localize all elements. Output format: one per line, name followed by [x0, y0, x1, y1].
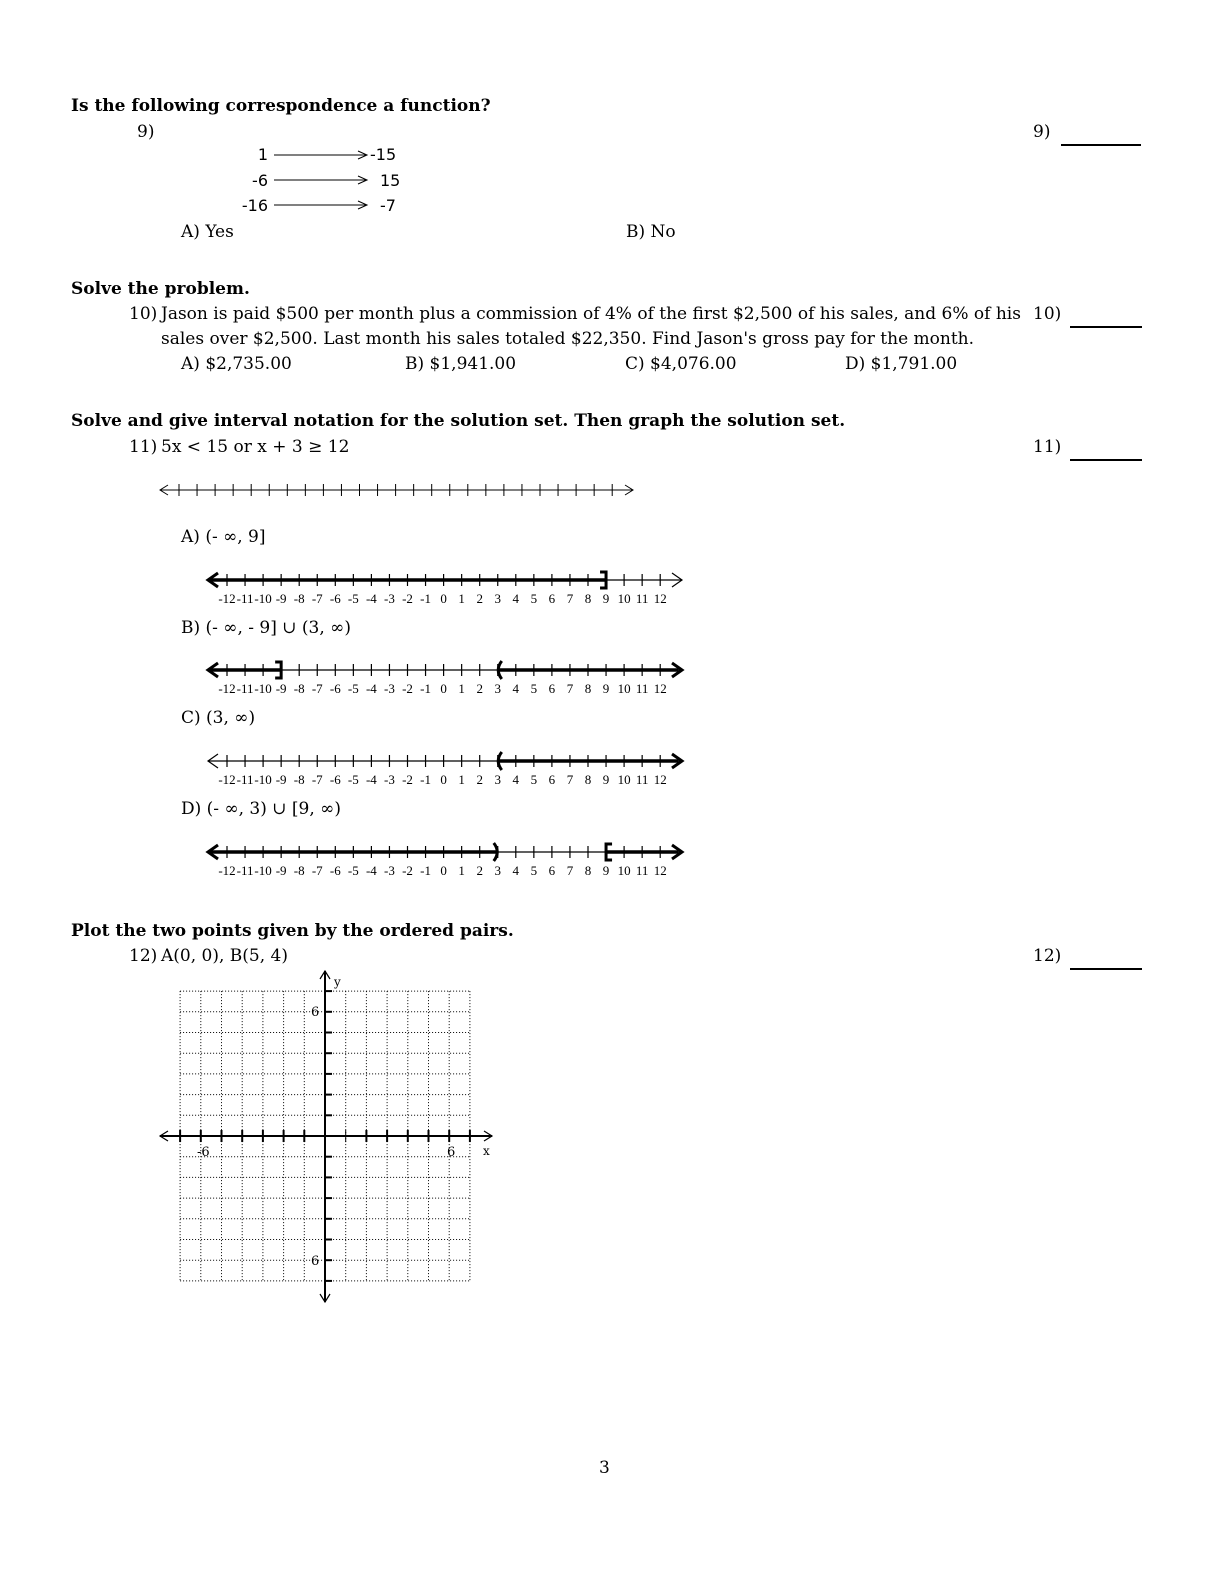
tick-label: -10: [254, 863, 272, 878]
section-heading-q11: Solve and give interval notation for the solution set. Then graph the solution set.: [71, 411, 846, 431]
page-number: 3: [599, 1458, 610, 1478]
tick-label: -9: [275, 591, 287, 606]
tick-label: -2: [402, 591, 413, 606]
choice-11d[interactable]: D) (- ∞, 3) ∪ [9, ∞): [181, 799, 341, 819]
tick-label: -5: [347, 772, 359, 787]
answer-blank-11[interactable]: [1070, 459, 1142, 461]
tick-label: -12: [218, 591, 236, 606]
tick-label: 0: [440, 591, 447, 606]
section-heading-q9: Is the following correspondence a function?: [71, 96, 491, 116]
tick-label: 9: [602, 863, 610, 878]
mapping-from-1: 1: [257, 145, 268, 164]
tick-label: -11: [236, 681, 254, 696]
tick-label: 10: [617, 591, 631, 606]
tick-label: -3: [384, 681, 395, 696]
tick-label: 1: [458, 863, 465, 878]
tick-label: -8: [293, 591, 305, 606]
choice-11a[interactable]: A) (- ∞, 9]: [181, 527, 266, 547]
tick-label: -5: [347, 591, 359, 606]
tick-label: 6: [548, 863, 556, 878]
y-tick-label-neg6: 6: [311, 1254, 320, 1269]
tick-label: 12: [653, 772, 667, 787]
answer-blank-12[interactable]: [1070, 968, 1142, 970]
tick-label: 11: [635, 772, 649, 787]
tick-label: -10: [254, 591, 272, 606]
x-axis-label: x: [483, 1144, 490, 1158]
tick-label: -6: [329, 772, 341, 787]
tick-label: -6: [329, 863, 341, 878]
tick-label: 8: [584, 863, 592, 878]
tick-label: -4: [365, 772, 377, 787]
tick-label: 0: [440, 681, 447, 696]
tick-label: -3: [384, 772, 395, 787]
tick-label: 3: [494, 681, 501, 696]
tick-label: -6: [329, 591, 341, 606]
mapping-to-2: 15: [380, 171, 401, 190]
answer-label-10: 10): [1033, 304, 1062, 324]
tick-label: 6: [548, 772, 556, 787]
tick-label: -6: [329, 681, 341, 696]
question-text-10-line2: sales over $2,500. Last month his sales totaled $22,350. Find Jason's gross pay for the month.: [161, 329, 975, 349]
tick-label: -9: [275, 681, 287, 696]
y-tick-label-6: 6: [311, 1005, 320, 1020]
tick-label: -11: [236, 863, 254, 878]
choice-10b[interactable]: B) $1,941.00: [405, 354, 517, 374]
tick-label: -12: [218, 681, 236, 696]
tick-label: -4: [365, 591, 377, 606]
answer-blank-9[interactable]: [1061, 144, 1141, 146]
tick-label: 9: [602, 591, 610, 606]
tick-label: -7: [311, 681, 323, 696]
tick-label: 3: [494, 772, 501, 787]
tick-label: 3: [494, 591, 501, 606]
tick-label: 3: [494, 863, 501, 878]
tick-label: -2: [402, 681, 413, 696]
tick-label: 6: [548, 681, 556, 696]
answer-label-11: 11): [1033, 437, 1062, 457]
tick-label: 0: [440, 772, 447, 787]
tick-label: -7: [311, 863, 323, 878]
tick-label: 4: [512, 863, 520, 878]
choice-9a[interactable]: A) Yes: [181, 222, 234, 242]
tick-label: -11: [236, 591, 254, 606]
tick-label: 4: [512, 772, 520, 787]
tick-label: 5: [530, 772, 538, 787]
tick-label: 7: [566, 772, 574, 787]
tick-label: -3: [384, 591, 395, 606]
mapping-to-1: -15: [370, 145, 397, 164]
choice-10a[interactable]: A) $2,735.00: [181, 354, 292, 374]
question-number-12: 12): [129, 946, 158, 966]
tick-label: 7: [566, 681, 574, 696]
tick-label: 2: [476, 772, 483, 787]
tick-label: -1: [420, 863, 431, 878]
tick-label: 8: [584, 772, 592, 787]
tick-label: 7: [566, 863, 574, 878]
tick-label: -12: [218, 863, 236, 878]
tick-label: 2: [476, 681, 483, 696]
tick-label: -1: [420, 591, 431, 606]
tick-label: 10: [617, 681, 631, 696]
answer-label-12: 12): [1033, 946, 1062, 966]
choice-9b[interactable]: B) No: [626, 222, 676, 242]
mapping-to-3: -7: [380, 196, 396, 215]
tick-label: -8: [293, 863, 305, 878]
tick-label: -7: [311, 591, 323, 606]
x-tick-label-neg6: -6: [197, 1145, 210, 1160]
question-text-12: A(0, 0), B(5, 4): [161, 946, 288, 966]
mapping-from-3: -16: [241, 196, 268, 215]
tick-label: -10: [254, 772, 272, 787]
tick-label: -9: [275, 772, 287, 787]
choice-10c[interactable]: C) $4,076.00: [625, 354, 737, 374]
mapping-from-2: -6: [252, 171, 268, 190]
tick-label: -1: [420, 681, 431, 696]
tick-label: 4: [512, 591, 520, 606]
tick-label: 2: [476, 591, 483, 606]
tick-label: -4: [365, 681, 377, 696]
tick-label: -11: [236, 772, 254, 787]
tick-label: -8: [293, 681, 305, 696]
question-number-11: 11): [129, 437, 158, 457]
tick-label: 1: [458, 772, 465, 787]
answer-label-9: 9): [1033, 122, 1051, 142]
tick-label: -1: [420, 772, 431, 787]
tick-label: 2: [476, 863, 483, 878]
tick-label: 10: [617, 863, 631, 878]
x-tick-label-6: 6: [447, 1145, 456, 1160]
choice-11b[interactable]: B) (- ∞, - 9] ∪ (3, ∞): [181, 618, 351, 638]
choice-11c[interactable]: C) (3, ∞): [181, 708, 256, 728]
tick-label: -7: [311, 772, 323, 787]
tick-label: 11: [635, 681, 649, 696]
tick-label: -9: [275, 863, 287, 878]
tick-label: 9: [602, 681, 610, 696]
tick-label: 4: [512, 681, 520, 696]
tick-label: 5: [530, 863, 538, 878]
tick-label: 0: [440, 863, 447, 878]
choice-10d[interactable]: D) $1,791.00: [845, 354, 958, 374]
tick-label: 10: [617, 772, 631, 787]
y-axis-label: y: [334, 975, 341, 989]
question-number-10: 10): [129, 304, 158, 324]
tick-label: 6: [548, 591, 556, 606]
tick-label: -3: [384, 863, 395, 878]
question-text-11: 5x < 15 or x + 3 ≥ 12: [161, 437, 350, 457]
tick-label: 7: [566, 591, 574, 606]
tick-label: -5: [347, 681, 359, 696]
tick-label: 12: [653, 863, 667, 878]
tick-label: 9: [602, 772, 610, 787]
question-number-9: 9): [137, 122, 155, 142]
tick-label: 8: [584, 681, 592, 696]
tick-label: 1: [458, 591, 465, 606]
tick-label: -12: [218, 772, 236, 787]
tick-label: 12: [653, 681, 667, 696]
tick-label: -2: [402, 772, 413, 787]
tick-label: -10: [254, 681, 272, 696]
tick-label: 1: [458, 681, 465, 696]
tick-label: -8: [293, 772, 305, 787]
tick-label: -4: [365, 863, 377, 878]
section-heading-q10: Solve the problem.: [71, 279, 250, 299]
tick-label: 12: [653, 591, 667, 606]
tick-label: 5: [530, 681, 538, 696]
tick-label: -5: [347, 863, 359, 878]
tick-label: -2: [402, 863, 413, 878]
tick-label: 11: [635, 591, 649, 606]
tick-label: 11: [635, 863, 649, 878]
question-text-10-line1: Jason is paid $500 per month plus a commission of 4% of the first $2,500 of his sales, and 6% of his: [161, 304, 1021, 324]
answer-blank-10[interactable]: [1070, 326, 1142, 328]
tick-label: 5: [530, 591, 538, 606]
section-heading-q12: Plot the two points given by the ordered pairs.: [71, 921, 514, 941]
tick-label: 8: [584, 591, 592, 606]
